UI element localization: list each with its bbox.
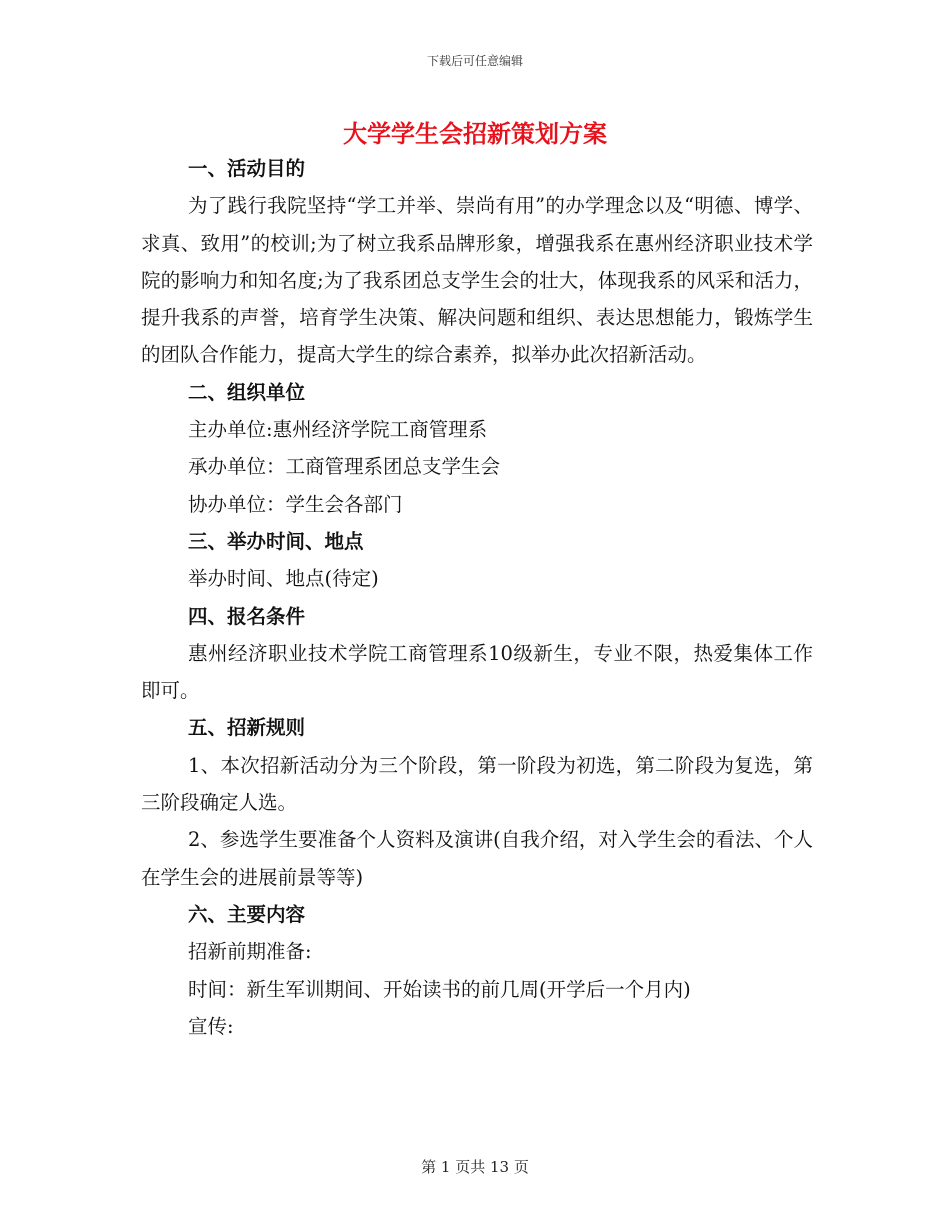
rule-item-2: 2、参选学生要准备个人资料及演讲(自我介绍，对入学生会的看法、个人在学生会的进展前景等等)	[141, 828, 813, 889]
section-heading-eligibility: 四、报名条件	[188, 604, 306, 628]
rule-item-1: 1、本次招新活动分为三个阶段，第一阶段为初选，第二阶段为复选，第三阶段确定人选。	[141, 753, 813, 815]
section-heading-time-place: 三、举办时间、地点	[188, 529, 364, 553]
section-heading-content: 六、主要内容	[188, 902, 306, 926]
content-prep-line: 招新前期准备:	[188, 940, 312, 964]
section-heading-purpose: 一、活动目的	[188, 157, 306, 180]
section-heading-organizers: 二、组织单位	[188, 380, 306, 404]
section-heading-rules: 五、招新规则	[188, 716, 306, 740]
page-number-footer: 第 1 页共 13 页	[421, 1158, 529, 1176]
page-header-note: 下载后可任意编辑	[426, 54, 523, 68]
document-title: 大学学生会招新策划方案	[343, 120, 607, 148]
organizer-host: 主办单位:惠州经济学院工商管理系	[188, 418, 488, 442]
content-publicity-line: 宣传:	[188, 1014, 234, 1038]
eligibility-paragraph: 惠州经济职业技术学院工商管理系10级新生，专业不限，热爱集体工作即可。	[141, 641, 813, 703]
content-time-line: 时间：新生军训期间、开始读书的前几周(开学后一个月内)	[188, 977, 691, 1001]
organizer-undertaker: 承办单位：工商管理系团总支学生会	[188, 455, 501, 479]
section-paragraph-purpose: 为了践行我院坚持“学工并举、崇尚有用”的办学理念以及“明德、博学、求真、致用”的校训;为了树立我系品牌形象，增强我系在惠州经济职业技术学院的影响力和知名度;为了我系团总支学生会的壮大，体现我系的风采和活力，提升我系的声誉，培育学生决策、解决问题和组织、表达思想能力，锻炼学生的团队合作能力，提高大学生的综合素养，拟举办此次招新活动。	[141, 194, 813, 367]
document-body	[141, 150, 813, 1045]
organizer-co-organizer: 协办单位：学生会各部门	[188, 492, 403, 516]
time-place-line: 举办时间、地点(待定)	[188, 567, 379, 591]
